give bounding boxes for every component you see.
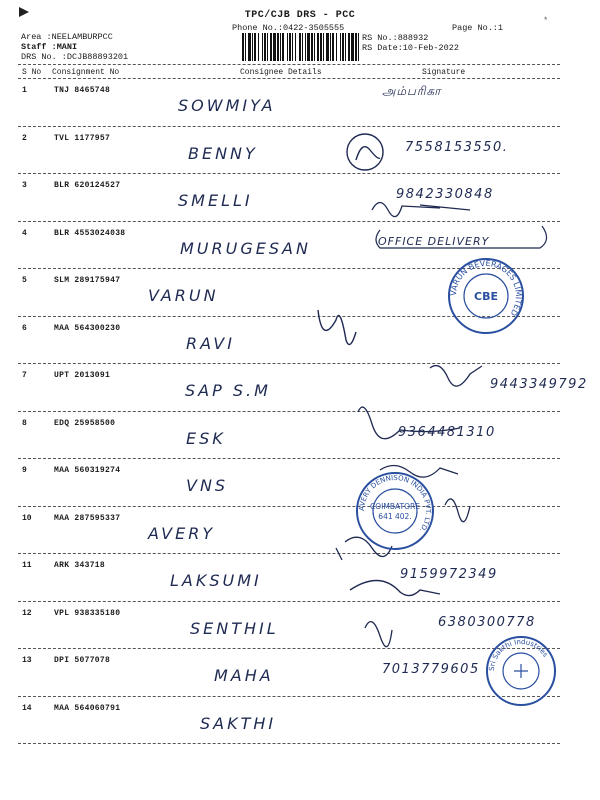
row-divider <box>18 743 560 744</box>
signature-maha <box>365 622 392 647</box>
row-sno: 7 <box>22 371 27 380</box>
row-consignee-name: MAHA <box>214 666 274 685</box>
row-divider <box>18 506 560 507</box>
barcode-bar <box>295 33 296 61</box>
barcode-bar <box>289 33 291 61</box>
col-header-signature: Signature <box>422 68 466 77</box>
staff-field: Staff :MANI <box>21 42 78 52</box>
row-signature-text: 6380300778 <box>438 614 536 630</box>
row-sno: 5 <box>22 276 27 285</box>
row-divider <box>18 648 560 649</box>
barcode-bar <box>342 33 344 61</box>
barcode-bar <box>355 33 357 61</box>
sri-sakthi-stamp <box>484 634 558 708</box>
col-header-consignment: Consignment No <box>52 68 120 77</box>
row-consignee-name: VNS <box>186 476 229 495</box>
varun-stamp-inner-text: CBE <box>474 290 498 303</box>
row-consignee-name: VARUN <box>148 286 219 305</box>
sakthi-stamp-emblem <box>514 664 528 678</box>
barcode-bar <box>302 33 303 61</box>
barcode-bar <box>292 33 293 61</box>
signature-benny <box>347 134 383 170</box>
barcode <box>242 33 360 61</box>
signature-smelli <box>372 203 470 217</box>
row-divider <box>18 696 560 697</box>
drs-number: DRS No. :DCJB88893201 <box>21 52 129 62</box>
rs-number: RS No.:888932 <box>362 33 429 43</box>
row-sno: 1 <box>22 86 27 95</box>
barcode-bar <box>248 33 251 61</box>
row-consignment-no: MAA 564300230 <box>54 323 121 333</box>
barcode-bar <box>299 33 301 61</box>
barcode-bar <box>282 33 284 61</box>
svg-text:VARUN BEVERAGES LIMITED <box>449 259 523 318</box>
row-consignment-no: VPL 938335180 <box>54 608 121 618</box>
row-consignee-name: LAKSUMI <box>170 571 262 590</box>
signature-senthil <box>350 580 440 595</box>
row-sno: 4 <box>22 228 27 238</box>
avery-stamp-inner-text-1: COIMBATORE <box>370 502 420 511</box>
barcode-bar <box>323 33 324 61</box>
row-signature-text: 9364481310 <box>398 424 496 440</box>
barcode-bar <box>305 33 306 61</box>
row-consignment-no: UPT 2013091 <box>54 371 111 380</box>
header-rule-bottom <box>18 78 560 79</box>
page-number: Page No.:1 <box>452 23 504 33</box>
row-divider <box>18 363 560 364</box>
sakthi-stamp-outer-text: Sri Sakthi Industries <box>487 637 550 672</box>
barcode-bar <box>317 33 319 61</box>
row-divider <box>18 221 560 222</box>
row-consignment-no: BLR 620124527 <box>54 181 121 190</box>
row-consignment-no: MAA 564060791 <box>54 703 121 713</box>
barcode-bar <box>326 33 329 61</box>
row-consignment-no: MAA 560319274 <box>54 466 121 475</box>
row-consignee-name: SOWMIYA <box>178 96 276 115</box>
row-consignment-no: SLM 289175947 <box>54 276 121 285</box>
row-consignment-no: EDQ 25958500 <box>54 418 116 428</box>
row-sno: 2 <box>22 133 27 143</box>
rs-date: RS Date:10-Feb-2022 <box>362 43 459 53</box>
barcode-bar <box>270 33 272 61</box>
row-signature-text: அம்பரிகா <box>382 84 442 98</box>
row-consignee-name: SENTHIL <box>190 618 279 638</box>
row-consignee-name: AVERY <box>148 523 216 543</box>
barcode-bar <box>340 33 341 61</box>
document-title: TPC/CJB DRS - PCC <box>244 10 356 21</box>
signature-avery <box>445 499 470 522</box>
row-signature-text: 7558153550. <box>405 139 509 155</box>
barcode-bar <box>358 33 359 61</box>
row-consignee-name: ESK <box>186 428 226 448</box>
barcode-bar <box>267 33 268 61</box>
row-divider <box>18 411 560 412</box>
row-signature-text: OFFICE DELIVERY <box>378 234 490 248</box>
barcode-bar <box>311 33 313 61</box>
barcode-bar <box>351 33 354 61</box>
barcode-bar <box>345 33 346 61</box>
phone-number: Phone No.:0422-3505555 <box>232 23 345 33</box>
row-signature-text: 9159972349 <box>400 567 498 582</box>
barcode-bar <box>336 33 337 61</box>
row-consignee-name: SAP S.M <box>185 381 271 400</box>
row-consignment-no: BLR 4553024038 <box>54 228 126 238</box>
barcode-bar <box>242 33 244 61</box>
star-icon: * <box>543 16 549 26</box>
row-consignment-no: TVL 1177957 <box>54 133 111 143</box>
varun-beverages-stamp <box>446 256 526 336</box>
row-signature-text: 9842330848 <box>396 187 494 202</box>
avery-stamp-outer-text: AVERY DENNISON INDIA PVT. LTD. <box>357 473 433 534</box>
row-sno: 9 <box>22 466 27 475</box>
row-divider <box>18 553 560 554</box>
barcode-bar <box>314 33 315 61</box>
col-header-consignee: Consignee Details <box>240 68 322 77</box>
barcode-bar <box>258 33 259 61</box>
header-rule-top <box>18 64 560 65</box>
barcode-bar <box>307 33 310 61</box>
row-divider <box>18 601 560 602</box>
row-divider <box>18 126 560 127</box>
row-sno: 8 <box>22 418 27 428</box>
barcode-bar <box>245 33 246 61</box>
barcode-bar <box>332 33 334 61</box>
row-consignee-name: SMELLI <box>178 191 253 210</box>
row-sno: 14 <box>22 703 32 713</box>
barcode-bar <box>287 33 288 61</box>
signature-sap <box>430 366 482 387</box>
row-consignee-name: MURUGESAN <box>180 238 311 258</box>
row-consignment-no: ARK 343718 <box>54 561 106 570</box>
row-signature-text: 9443349792 <box>490 377 588 392</box>
varun-stamp-outer-text: VARUN BEVERAGES LIMITED <box>448 258 524 318</box>
row-signature-text: 7013779605 <box>382 662 480 677</box>
avery-stamp-inner-text-2: 641 402. <box>378 512 412 521</box>
row-consignee-name: SAKTHI <box>200 713 277 733</box>
row-consignment-no: DPI 5077078 <box>54 656 111 665</box>
row-divider <box>18 173 560 174</box>
barcode-bar <box>264 33 266 61</box>
area-field: Area :NEELAMBURPCC <box>21 32 113 42</box>
row-sno: 11 <box>22 561 32 570</box>
barcode-bar <box>320 33 322 61</box>
barcode-bar <box>273 33 276 61</box>
barcode-bar <box>348 33 350 61</box>
barcode-bar <box>262 33 263 61</box>
avery-dennison-stamp <box>354 470 436 552</box>
row-sno: 13 <box>22 656 32 665</box>
barcode-bar <box>254 33 256 61</box>
barcode-bar <box>277 33 279 61</box>
row-consignment-no: TNJ 8465748 <box>54 86 111 95</box>
row-sno: 10 <box>22 513 32 523</box>
barcode-bar <box>280 33 281 61</box>
row-consignee-name: BENNY <box>188 143 258 163</box>
row-sno: 6 <box>22 323 27 333</box>
row-consignee-name: RAVI <box>186 333 235 353</box>
row-divider <box>18 458 560 459</box>
row-sno: 12 <box>22 608 32 618</box>
barcode-bar <box>330 33 331 61</box>
barcode-bar <box>252 33 253 61</box>
col-header-sno: S No <box>22 68 42 77</box>
row-consignment-no: MAA 287595337 <box>54 513 121 523</box>
row-sno: 3 <box>22 181 27 190</box>
